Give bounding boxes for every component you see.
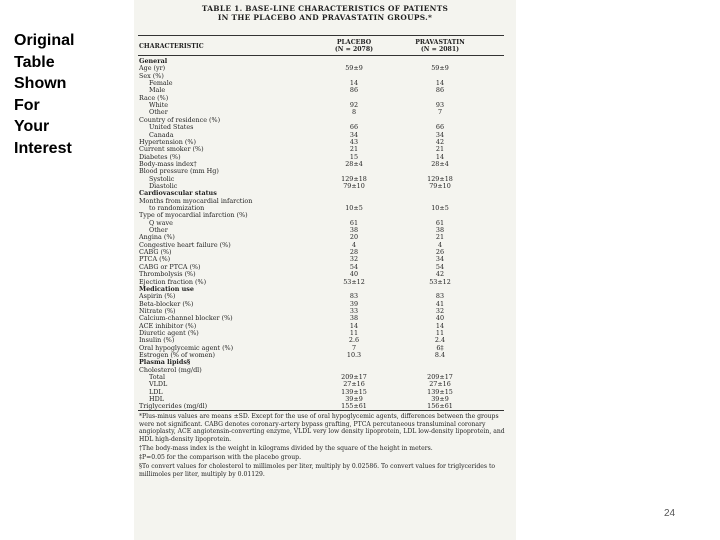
- placebo-value: 33: [349, 306, 359, 315]
- placebo-value: 43: [349, 137, 359, 146]
- placebo-value: 11: [349, 328, 359, 337]
- row-label: Total: [149, 373, 166, 382]
- placebo-value: 10±5: [345, 204, 363, 212]
- placebo-value: 61: [349, 218, 359, 227]
- row-label: General: [139, 57, 168, 65]
- table-row: [134, 58, 516, 65]
- row-label: Calcium-channel blocker (%): [139, 314, 233, 323]
- side-note-line: Your: [14, 118, 50, 136]
- table-row: [134, 65, 516, 72]
- placebo-value: 32: [349, 255, 359, 264]
- pravastatin-value: 11: [435, 328, 445, 337]
- pravastatin-value: 79±10: [429, 181, 451, 190]
- table-row: [134, 330, 516, 337]
- table-row: [134, 102, 516, 109]
- placebo-value: 7: [351, 343, 357, 352]
- pravastatin-value: 86: [435, 86, 445, 95]
- row-label: Diabetes (%): [139, 152, 181, 161]
- row-label: White: [149, 101, 169, 110]
- pravastatin-value: 2.4: [434, 336, 446, 345]
- col-pravastatin-name: PRAVASTATIN: [415, 39, 465, 46]
- side-note-line: Original: [14, 32, 75, 49]
- side-note-line: Interest: [14, 139, 72, 157]
- pravastatin-value: 83: [435, 292, 445, 301]
- footnote: †The body-mass index is the weight in kilograms divided by the square of the height in meters.: [139, 444, 433, 452]
- row-label: Country of residence (%): [139, 115, 221, 124]
- row-label: VLDL: [149, 380, 168, 389]
- col-placebo: [326, 39, 382, 53]
- row-label: Type of myocardial infarction (%): [139, 211, 248, 220]
- header-rule-bottom: [138, 55, 504, 56]
- row-label: Triglycerides (mg/dl): [139, 402, 208, 411]
- table-title-line: TABLE 1. BASE-LINE CHARACTERISTICS OF PATIENTS: [201, 4, 449, 13]
- footnote: ‡P=0.05 for the comparison with the placebo group.: [139, 453, 302, 461]
- row-label: ACE inhibitor (%): [139, 321, 197, 330]
- row-label: Other: [149, 226, 168, 235]
- placebo-value: 139±15: [341, 387, 367, 396]
- row-label: Cholesterol (mg/dl): [139, 365, 202, 374]
- col-characteristic: CHARACTERISTIC: [139, 43, 204, 50]
- row-label: Canada: [149, 130, 174, 139]
- pravastatin-value: 42: [435, 270, 445, 279]
- placebo-value: 79±10: [343, 181, 365, 190]
- pravastatin-value: 4: [437, 240, 443, 249]
- row-label: CABG (%): [139, 248, 172, 257]
- placebo-value: 28±4: [345, 159, 363, 168]
- placebo-value: 39: [349, 299, 359, 308]
- row-label: Current smoker (%): [139, 145, 204, 154]
- col-pravastatin-n: (N = 2081): [420, 46, 460, 53]
- row-label: LDL: [149, 387, 163, 396]
- table-title-line: IN THE PLACEBO AND PRAVASTATIN GROUPS.*: [217, 13, 433, 22]
- footnotes: [139, 413, 505, 480]
- placebo-value: 4: [351, 240, 357, 249]
- pravastatin-value: 39±9: [431, 395, 449, 404]
- placebo-value: 14: [349, 79, 359, 88]
- pravastatin-value: 10±5: [431, 204, 449, 212]
- placebo-value: 8: [351, 108, 357, 117]
- pravastatin-value: 27±16: [429, 380, 451, 389]
- pravastatin-value: 28±4: [431, 159, 449, 168]
- placebo-value: 40: [349, 270, 359, 279]
- pravastatin-value: 40: [435, 314, 445, 323]
- placebo-value: 15: [349, 152, 359, 161]
- pravastatin-value: 34: [435, 255, 445, 264]
- row-label: Plasma lipids§: [139, 358, 191, 367]
- placebo-value: 66: [349, 123, 359, 132]
- pravastatin-value: 93: [435, 101, 445, 110]
- row-label: Race (%): [139, 93, 169, 102]
- row-label: Nitrate (%): [139, 306, 176, 315]
- row-label: Months from myocardial infarction: [139, 196, 253, 205]
- pravastatin-value: 21: [435, 233, 445, 242]
- row-label: Medication use: [139, 284, 194, 293]
- table-row: [134, 146, 516, 153]
- row-label: United States: [149, 123, 194, 132]
- row-label: Female: [149, 79, 173, 88]
- table-row: [134, 242, 516, 249]
- row-label: Other: [149, 108, 168, 117]
- table-rule-bottom: [138, 410, 504, 411]
- placebo-value: 38: [349, 314, 359, 323]
- table-row: [134, 80, 516, 87]
- placebo-value: 2.6: [348, 336, 360, 345]
- footnote: §To convert values for cholesterol to millimoles per liter, multiply by 0.02586. To convert values for triglycerides to millimoles per liter, multiply by 0.01129.: [139, 463, 496, 478]
- placebo-value: 83: [349, 292, 359, 301]
- scanned-table: [134, 0, 516, 540]
- table-row: [134, 95, 516, 102]
- side-note-line: For: [14, 96, 40, 114]
- pravastatin-value: 14: [435, 321, 445, 330]
- pravastatin-value: 54: [435, 262, 445, 271]
- pravastatin-value: 59±9: [431, 64, 449, 73]
- col-pravastatin: [410, 39, 470, 53]
- row-label: Blood pressure (mm Hg): [139, 167, 219, 176]
- row-label: Thrombolysis (%): [139, 270, 196, 279]
- row-label: Beta-blocker (%): [139, 299, 194, 308]
- row-label: CABG or PTCA (%): [139, 262, 201, 271]
- pravastatin-value: 129±18: [427, 174, 453, 183]
- footnote: *Plus-minus values are means ±SD. Except for the use of oral hypoglycemic agents, differences between the groups were not significant. CABG denotes coronary-artery bypass grafting, PTCA percutaneous transluminal coronary angioplasty, ACE angiotensin-converting enzyme, VLDL very low density lipoprotein, LDL low-density lipoprotein, and HDL high-density lipoprotein.: [139, 413, 505, 443]
- row-label: HDL: [149, 395, 164, 404]
- placebo-value: 59±9: [345, 64, 363, 73]
- pravastatin-value: 41: [435, 299, 445, 308]
- placebo-value: 53±12: [343, 277, 365, 286]
- placebo-value: 34: [349, 130, 359, 139]
- table-row: [134, 352, 516, 359]
- table-title: [134, 4, 516, 22]
- side-note: [14, 30, 114, 160]
- table-row: [134, 249, 516, 256]
- placebo-value: 155±61: [341, 402, 367, 411]
- pravastatin-value: 7: [437, 108, 443, 117]
- row-label: Angina (%): [139, 233, 175, 242]
- row-label: PTCA (%): [139, 255, 171, 264]
- row-label: Cardiovascular status: [139, 189, 217, 198]
- pravastatin-value: 61: [435, 218, 445, 227]
- table-row: [134, 301, 516, 308]
- pravastatin-value: 53±12: [429, 277, 451, 286]
- table-row: [134, 227, 516, 234]
- table-row: [134, 367, 516, 374]
- placebo-value: 38: [349, 226, 359, 235]
- side-note-line: Table: [14, 53, 55, 71]
- row-label: Diuretic agent (%): [139, 328, 199, 337]
- table-row: [134, 176, 516, 183]
- pravastatin-value: 8.4: [434, 351, 446, 359]
- table-row: [134, 124, 516, 131]
- pravastatin-value: 139±15: [427, 387, 453, 396]
- pravastatin-value: 38: [435, 226, 445, 235]
- row-label: Congestive heart failure (%): [139, 240, 231, 249]
- placebo-value: 21: [349, 145, 359, 154]
- page-number: 24: [664, 508, 676, 519]
- pravastatin-value: 26: [435, 248, 445, 257]
- pravastatin-value: 66: [435, 123, 445, 132]
- table-row: [134, 212, 516, 219]
- row-label: Age (yr): [139, 64, 166, 73]
- pravastatin-value: 34: [435, 130, 445, 139]
- placebo-value: 39±9: [345, 395, 363, 404]
- pravastatin-value: 32: [435, 306, 445, 315]
- row-label: Q wave: [149, 218, 173, 227]
- table-row: [134, 73, 516, 80]
- side-note-line: Shown: [14, 75, 67, 93]
- pravastatin-value: 156±61: [427, 402, 453, 411]
- row-label: Ejection fraction (%): [139, 277, 207, 286]
- table-row: [134, 286, 516, 293]
- pravastatin-value: 14: [435, 152, 445, 161]
- pravastatin-value: 21: [435, 145, 445, 154]
- row-label: Hypertension (%): [139, 137, 196, 146]
- placebo-value: 209±17: [341, 373, 367, 382]
- row-label: Aspirin (%): [139, 292, 176, 301]
- row-label: Estrogen (% of women): [139, 351, 216, 359]
- placebo-value: 92: [349, 101, 359, 110]
- table-row: [134, 389, 516, 396]
- pravastatin-value: 42: [435, 137, 445, 146]
- row-label: Insulin (%): [139, 336, 175, 345]
- placebo-value: 54: [349, 262, 359, 271]
- pravastatin-value: 14: [435, 79, 445, 88]
- placebo-value: 129±18: [341, 174, 367, 183]
- row-label: Diastolic: [149, 181, 178, 190]
- col-placebo-n: (N = 2078): [334, 46, 374, 53]
- table-row: [134, 374, 516, 381]
- table-row: [134, 87, 516, 94]
- row-label: Male: [149, 86, 166, 95]
- header-rule-top: [138, 35, 504, 36]
- col-placebo-name: PLACEBO: [336, 39, 372, 46]
- placebo-value: 28: [349, 248, 359, 257]
- placebo-value: 27±16: [343, 380, 365, 389]
- placebo-value: 20: [349, 233, 359, 242]
- table-row: [134, 168, 516, 175]
- pravastatin-value: 6‡: [436, 343, 444, 352]
- row-label: Body-mass index†: [139, 159, 197, 168]
- row-label: Oral hypoglycemic agent (%): [139, 343, 234, 352]
- row-label: Systolic: [149, 174, 175, 183]
- table-row: [134, 220, 516, 227]
- pravastatin-value: 209±17: [427, 373, 453, 382]
- placebo-value: 86: [349, 86, 359, 95]
- row-label: Sex (%): [139, 71, 164, 80]
- placebo-value: 14: [349, 321, 359, 330]
- row-label: to randomization: [149, 204, 205, 212]
- placebo-value: 10.3: [346, 351, 362, 359]
- table-row: [134, 381, 516, 388]
